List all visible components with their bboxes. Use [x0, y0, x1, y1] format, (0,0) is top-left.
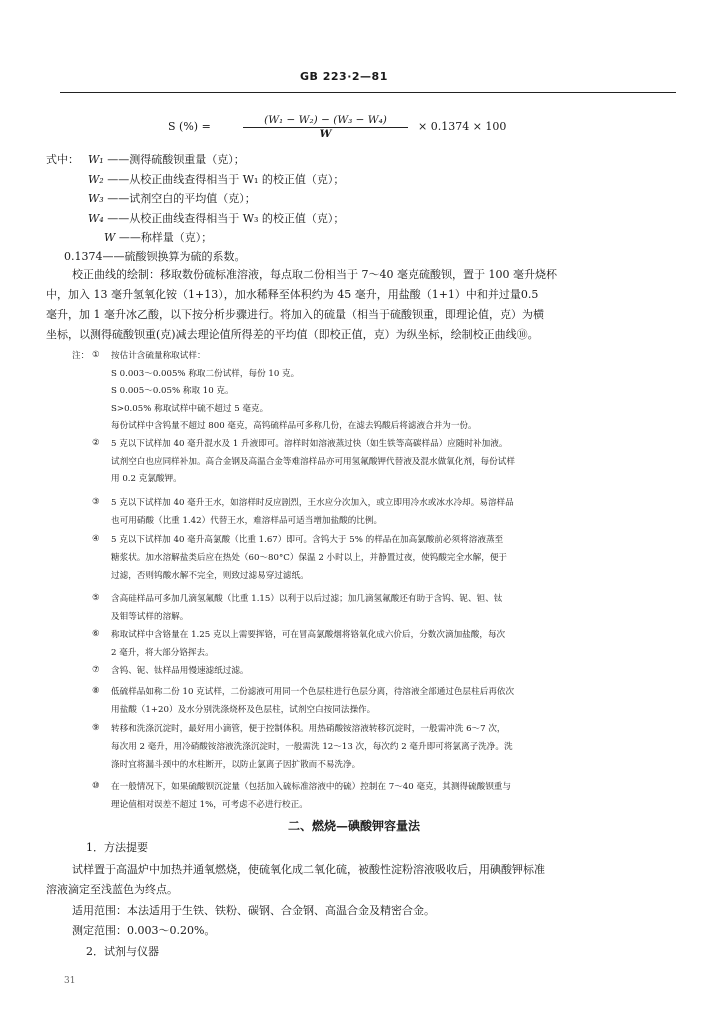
- note-line: 5 克以下试样加 40 毫升王水，如溶样时反应剧烈，王水应分次加入，或立即用冷水或冰水冷却。易溶样品: [111, 498, 514, 508]
- note-line: 涤时宜将漏斗颈中的水柱断开，以防止氯离子因扩散而不易洗净。: [111, 760, 361, 770]
- note-line: 每次用 2 毫升，用冷硝酸铵溶液洗涤沉淀时，一般需洗 12～13 次，每次约 2 毫升即可将氯离子洗净。洗: [111, 742, 513, 752]
- note-line: 用盐酸（1+20）及水分别洗涤烧杯及色层柱，试剂空白按同法操作。: [111, 705, 376, 715]
- note-marker: ⑥: [92, 629, 100, 639]
- definition-item: [104, 229, 212, 245]
- summary-line: 试样置于高温炉中加热并通氧燃烧，使硫氧化成二氧化硫，被酸性淀粉溶液吸收后，用碘酸钾标准: [72, 863, 545, 876]
- subsection-title: 1．方法提要: [86, 841, 148, 854]
- definition-item: [88, 190, 256, 206]
- definition-text: ——从校正曲线查得相当于 W₁ 的校正值（克）；: [107, 173, 345, 186]
- definition-item: [88, 210, 344, 226]
- definition-text: ——从校正曲线查得相当于 W₃ 的校正值（克）；: [107, 212, 345, 225]
- note-line: 5 克以下试样加 40 毫升高氯酸（比重 1.67）即可。含钨大于 5% 的样品在加高氯酸前必须将溶液蒸至: [111, 535, 504, 545]
- note-line: S 0.005～0.05% 称取 10 克。: [111, 386, 234, 396]
- definition-symbol: W₃: [88, 192, 104, 205]
- standard-number-header: GB 223·2—81: [300, 70, 388, 83]
- note-marker: ①: [92, 350, 100, 360]
- note-line: 含钨、铌、钛样品用慢速滤纸过滤。: [111, 666, 249, 676]
- note-marker: ②: [92, 438, 100, 448]
- definition-item: [88, 171, 344, 187]
- scope-text: 适用范围：本法适用于生铁、铁粉、碳钢、合金钢、高温合金及精密合金。: [72, 904, 435, 917]
- note-line: 按估计含硫量称取试样：: [111, 351, 206, 361]
- header-rule: [60, 92, 676, 93]
- note-line: 含高硅样品可多加几滴氢氟酸（比重 1.15）以利于以后过滤；加几滴氢氟酸还有助于含钨、铌、钽、钛: [111, 594, 503, 604]
- note-marker: ⑩: [92, 781, 100, 791]
- page-number: 31: [64, 976, 76, 986]
- note-line: 每份试样中含钨量不超过 800 毫克，高钨硫样品可多称几份，在滤去钨酸后将滤液合并为一份。: [111, 421, 477, 431]
- range-text: 测定范围：0.003～0.20%。: [72, 924, 216, 937]
- definition-text: ——称样量（克）；: [118, 231, 213, 244]
- note-line: 5 克以下试样加 40 毫升混水及 1 升液即可。溶样时如溶液蒸过快（如生铁等高碳样品）应随时补加液。: [111, 439, 508, 449]
- formula-numerator: (W₁ − W₂) − (W₃ − W₄): [264, 114, 387, 126]
- coefficient-definition: 0.1374——硫酸钡换算为硫的系数。: [64, 250, 246, 263]
- note-marker: ⑤: [92, 593, 100, 603]
- summary-line: 溶液滴定至浅蓝色为终点。: [46, 883, 178, 896]
- note-line: 糖浆状。加水溶解盐类后应在热处（60～80°C）保温 2 小时以上，并静置过夜，使钨酸完全水解，便于: [111, 553, 508, 563]
- note-line: 及钼等试样的溶解。: [111, 612, 189, 622]
- calibration-line: 中，加入 13 毫升氢氧化铵（1+13），加水稀释至体积约为 45 毫升，用盐酸（1+1）中和并过量0.5: [46, 288, 539, 301]
- definition-symbol: W₂: [88, 173, 104, 186]
- definition-text: ——测得硫酸钡重量（克）；: [107, 153, 245, 166]
- note-marker: ⑨: [92, 723, 100, 733]
- formula-denominator: W: [319, 128, 332, 140]
- note-line: 在一般情况下，如果硫酸钡沉淀量（包括加入硫标准溶液中的硫）控制在 7～40 毫克，其测得硫酸钡重与: [111, 782, 511, 792]
- note-line: S>0.05% 称取试样中硫不超过 5 毫克。: [111, 404, 269, 414]
- calibration-line: 毫升，加 1 毫升冰乙酸，以下按分析步骤进行。将加入的硫量（相当于硫酸钡重，即理论值，克）为横: [46, 308, 544, 321]
- definition-symbol: W₁: [88, 153, 104, 166]
- note-line: 称取试样中含铬量在 1.25 克以上需要挥铬，可在冒高氯酸烟将铬氧化成六价后，分数次滴加盐酸，每次: [111, 630, 506, 640]
- note-line: 也可用硝酸（比重 1.42）代替王水，难溶样品可适当增加盐酸的比例。: [111, 516, 383, 526]
- definition-symbol: W₄: [88, 212, 104, 225]
- note-line: S 0.003～0.005% 称取二份试样，每份 10 克。: [111, 369, 300, 379]
- subsection-title: 2．试剂与仪器: [86, 945, 159, 958]
- calibration-line: 校正曲线的绘制：移取数份硫标准溶液，每点取二份相当于 7～40 毫克硫酸钡，置于 100 毫升烧杯: [72, 268, 557, 281]
- note-line: 过滤，否则钨酸水解不完全，则致过滤易穿过滤纸。: [111, 571, 309, 581]
- section-title: 二、燃烧—碘酸钾容量法: [288, 819, 421, 833]
- definition-symbol: W: [104, 231, 116, 244]
- note-line: 用 0.2 克氯酸钾。: [111, 474, 182, 484]
- note-line: 试剂空白也应同样补加。高合金钢及高温合金等难溶样品亦可用氢氟酸钾代替液及混水做氧化剂，每份试样: [111, 457, 515, 467]
- definition-item: [88, 151, 245, 167]
- calibration-line: 坐标，以测得硫酸钡重(克)减去理论值所得差的平均值（即校正值，克）为纵坐标，绘制校正曲线⑩。: [46, 328, 539, 341]
- note-line: 转移和洗涤沉淀时，最好用小滴管，便于控制体积。用热硝酸铵溶液转移沉淀时，一般需冲洗 6～7 次，: [111, 724, 506, 734]
- note-line: 2 毫升，将大部分铬挥去。: [111, 648, 214, 658]
- note-marker: ④: [92, 534, 100, 544]
- notes-label: 注：: [72, 351, 90, 361]
- formula-lhs: S (%) =: [168, 120, 211, 133]
- definitions-intro: 式中：: [46, 153, 79, 166]
- definition-text: ——试剂空白的平均值（克）；: [107, 192, 256, 205]
- formula-fraction: [243, 114, 408, 140]
- formula-rhs: × 0.1374 × 100: [418, 120, 507, 133]
- note-marker: ⑦: [92, 665, 100, 675]
- note-marker: ③: [92, 497, 100, 507]
- note-line: 理论值相对误差不超过 1%，可考虑不必进行校正。: [111, 800, 308, 810]
- note-marker: ⑧: [92, 686, 100, 696]
- note-line: 低硫样品如称二份 10 克试样，二份滤液可用同一个色层柱进行色层分离，待溶液全部通过色层柱后再依次: [111, 687, 515, 697]
